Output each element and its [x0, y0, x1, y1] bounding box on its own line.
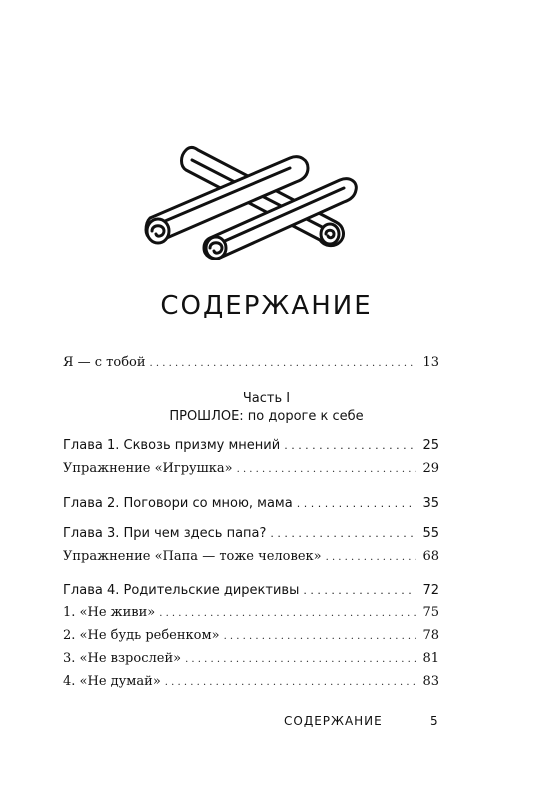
- toc-entry-label: Я — с тобой: [63, 355, 146, 370]
- leader-dots: [303, 583, 416, 598]
- toc-entry-label: 2. «Не будь ребенком»: [63, 628, 220, 643]
- toc-entry-chapter-1[interactable]: [63, 438, 439, 453]
- toc-entry-chapter-4[interactable]: [63, 583, 439, 598]
- toc-entry-page: 35: [422, 496, 439, 511]
- toc-entry-label: 4. «Не думай»: [63, 674, 161, 689]
- leader-dots: [185, 651, 416, 666]
- toc-entry-directive-2[interactable]: [63, 628, 439, 643]
- toc-entry-page: 72: [422, 583, 439, 598]
- leader-dots: [159, 605, 416, 620]
- toc-entry-directive-3[interactable]: [63, 651, 439, 666]
- toc-entry-directive-4[interactable]: [63, 674, 439, 689]
- toc-entry-page: 81: [422, 651, 439, 666]
- running-title: СОДЕРЖАНИЕ: [284, 714, 383, 728]
- cinnamon-sticks-icon: [140, 130, 365, 260]
- leader-dots: [297, 496, 417, 511]
- toc-entry-page: 78: [422, 628, 439, 643]
- toc-entry-label: Упражнение «Игрушка»: [63, 461, 233, 476]
- part-title: ПРОШЛОЕ: по дороге к себе: [169, 409, 364, 424]
- toc-entry-chapter-2[interactable]: [63, 496, 439, 511]
- leader-dots: [237, 461, 417, 476]
- toc-entry-page: 13: [422, 355, 439, 370]
- toc-entry-page: 55: [422, 526, 439, 541]
- toc-entry-label: Упражнение «Папа — тоже человек»: [63, 549, 322, 564]
- page-number: 5: [430, 714, 438, 728]
- leader-dots: [270, 526, 416, 541]
- toc-entry-page: 25: [422, 438, 439, 453]
- toc-entry-page: 68: [422, 549, 439, 564]
- toc-entry-label: Глава 2. Поговори со мною, мама: [63, 496, 293, 511]
- toc-entry-label: 3. «Не взрослей»: [63, 651, 182, 666]
- toc-entry-exercise-toy[interactable]: [63, 461, 439, 476]
- leader-dots: [165, 674, 417, 689]
- leader-dots: [284, 438, 416, 453]
- toc-entry-page: 29: [422, 461, 439, 476]
- toc-entry-page: 83: [422, 674, 439, 689]
- toc-entry-exercise-papa[interactable]: [63, 549, 439, 564]
- toc-entry-label: Глава 4. Родительские директивы: [63, 583, 300, 598]
- part-number: Часть I: [242, 391, 291, 406]
- leader-dots: [150, 355, 417, 370]
- page-title: СОДЕРЖАНИЕ: [160, 291, 373, 321]
- toc-entry-label: Глава 1. Сквозь призму мнений: [63, 438, 281, 453]
- toc-entry-directive-1[interactable]: [63, 605, 439, 620]
- toc-entry-label: Глава 3. При чем здесь папа?: [63, 526, 267, 541]
- toc-entry-page: 75: [422, 605, 439, 620]
- toc-entry-chapter-3[interactable]: [63, 526, 439, 541]
- leader-dots: [224, 628, 417, 643]
- toc-entry-label: 1. «Не живи»: [63, 605, 156, 620]
- leader-dots: [326, 549, 417, 564]
- toc-entry-intro[interactable]: [63, 355, 439, 370]
